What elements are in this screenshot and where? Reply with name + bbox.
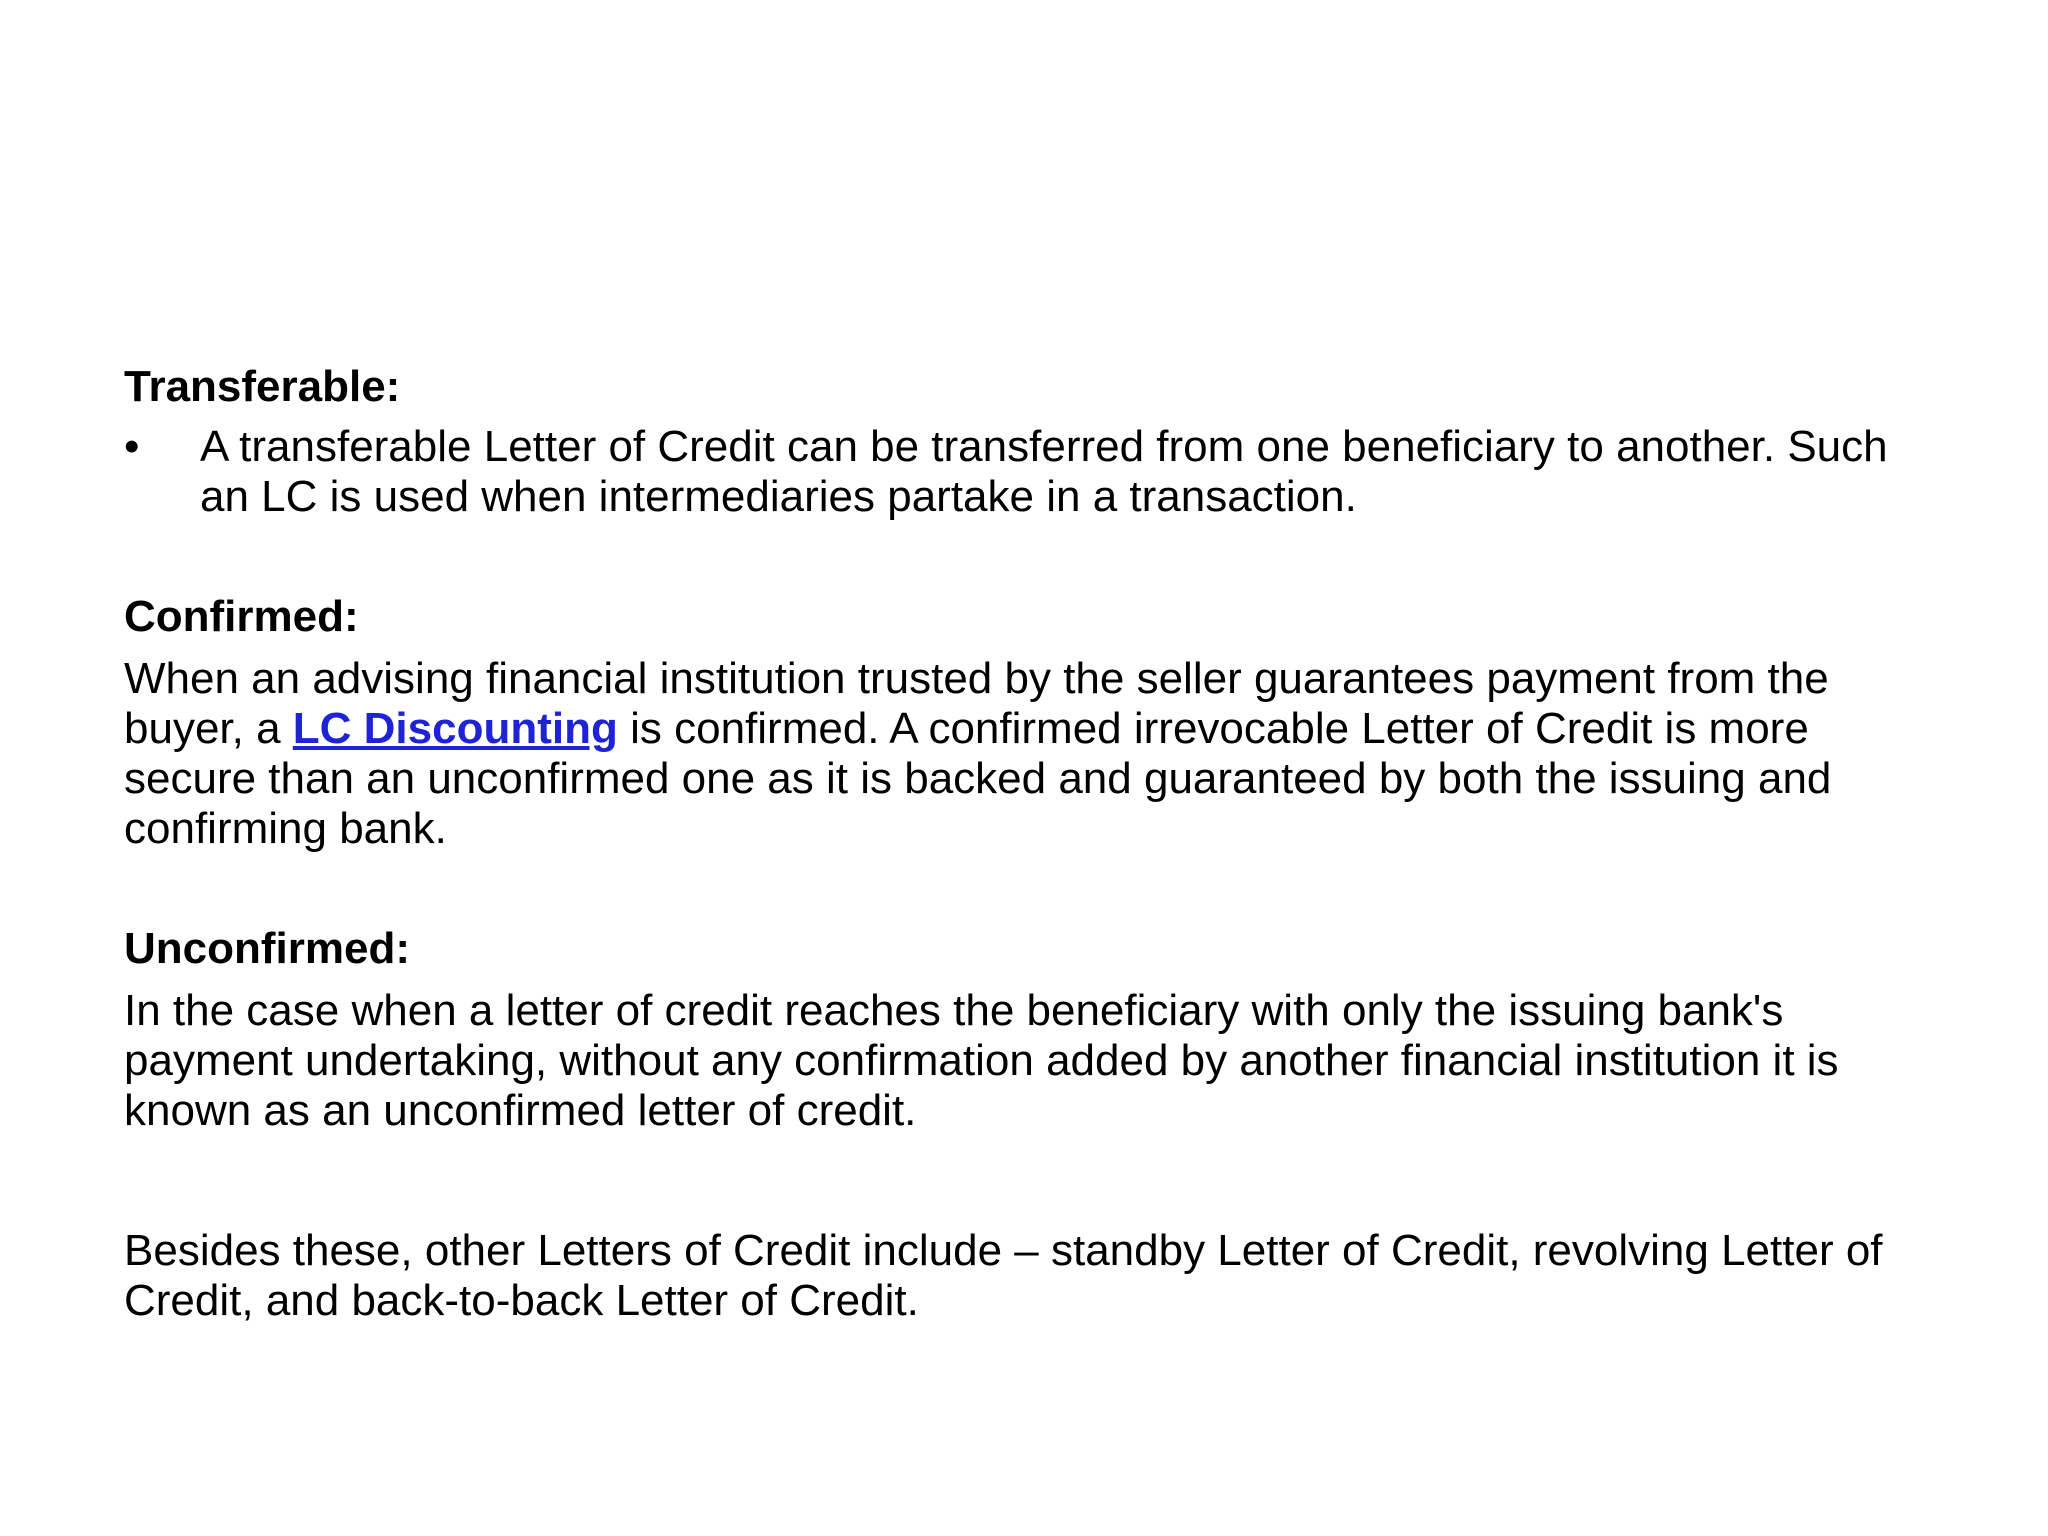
bullet-icon: • xyxy=(124,422,140,471)
unconfirmed-paragraph: In the case when a letter of credit reaches the beneficiary with only the issuing bank's payment undertaking, without any confirmation added by another financial institution it is known as an unconfirmed letter of credit. xyxy=(124,986,1839,1135)
confirmed-text-before: When an advising financial institution trusted by the seller guarantees payment from the buyer, a xyxy=(124,654,1829,753)
transferable-bullet-item xyxy=(124,422,1944,522)
unconfirmed-heading: Unconfirmed: xyxy=(124,924,410,973)
transferable-heading: Transferable: xyxy=(124,362,401,411)
confirmed-text-after: is confirmed. A confirmed irrevocable Letter of Credit is more secure than an unconfirmed one as it is backed and guaranteed by both the issuing and confirming bank. xyxy=(124,704,1832,853)
confirmed-paragraph xyxy=(124,654,1944,854)
closing-paragraph: Besides these, other Letters of Credit include – standby Letter of Credit, revolving Letter of Credit, and back-to-back Letter of Credit. xyxy=(124,1226,1883,1325)
lc-discounting-link[interactable]: LC Discounting xyxy=(292,704,618,753)
transferable-text: A transferable Letter of Credit can be transferred from one beneficiary to another. Such an LC is used when intermediaries partake in a transaction. xyxy=(200,422,1888,521)
slide-content xyxy=(124,362,1944,1326)
confirmed-heading: Confirmed: xyxy=(124,592,359,641)
